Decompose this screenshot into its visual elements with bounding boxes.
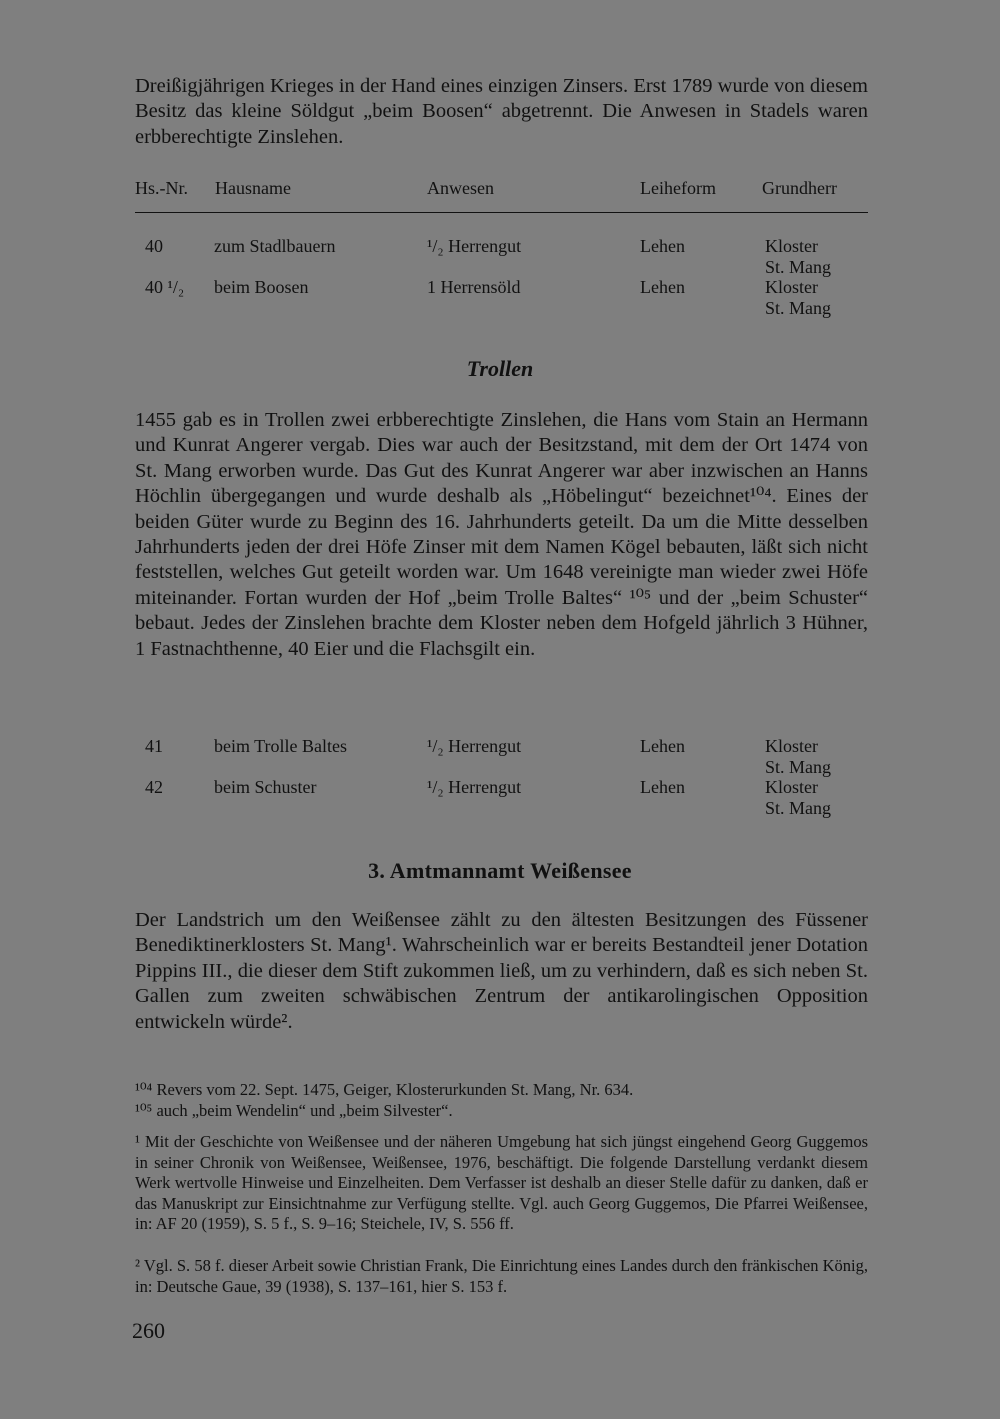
cell-hausname: beim Boosen <box>214 277 309 297</box>
page-number: 260 <box>132 1318 165 1343</box>
footnote-105: ¹⁰⁵ auch „beim Wendelin“ und „beim Silvester“. <box>135 1101 453 1120</box>
header-leiheform: Leiheform <box>640 178 716 198</box>
cell-anwesen: ¹/₂ Herrengut <box>427 777 522 797</box>
cell-nr: 41 <box>145 736 163 756</box>
cell-hausname: beim Schuster <box>214 777 317 797</box>
table-row <box>0 277 1000 319</box>
cell-hausname: zum Stadlbauern <box>214 236 336 256</box>
table-row <box>0 236 1000 278</box>
cell-nr: 40 ¹/₂ <box>145 277 185 297</box>
footnote-104: ¹⁰⁴ Revers vom 22. Sept. 1475, Geiger, Klosterurkunden St. Mang, Nr. 634. <box>135 1080 634 1099</box>
footnote-2: ² Vgl. S. 58 f. dieser Arbeit sowie Christian Frank, Die Einrichtung eines Landes durch den fränkischen König, in: Deutsche Gaue, 39 (1938), S. 137–161, hier S. 153 f. <box>135 1256 868 1296</box>
table-header-rule <box>135 212 868 213</box>
cell-leiheform: Lehen <box>640 736 685 756</box>
cell-grundherr: Kloster St. Mang <box>765 236 832 277</box>
header-anwesen: Anwesen <box>427 178 494 198</box>
cell-grundherr: Kloster St. Mang <box>765 736 832 777</box>
header-hs-nr: Hs.-Nr. <box>135 178 188 198</box>
trollen-heading: Trollen <box>466 356 534 381</box>
section-heading: 3. Amtmannamt Weißensee <box>368 858 632 883</box>
footnote-1: ¹ Mit der Geschichte von Weißensee und der näheren Umgebung hat sich jüngst eingehend Georg Guggemos in seiner Chronik von Weißensee, Weißensee, 1976, beschäftigt. Die folgende Darstellung verdankt diesem Werk wertvolle Hinweise und Einzelheiten. Dem Verfasser ist deshalb an dieser Stelle dafür zu danken, daß er das Manuskript zur Einsichtnahme zur Verfügung stellte. Vgl. auch Georg Guggemos, Die Pfarrei Weißensee, in: AF 20 (1959), S. 5 f., S. 9–16; Steichele, IV, S. 556 ff. <box>135 1132 868 1233</box>
section-paragraph: Der Landstrich um den Weißensee zählt zu den ältesten Besitzungen des Füssener Benediktinerklosters St. Mang¹. Wahrscheinlich war er bereits Bestandteil jener Dotation Pippins III., die dieser dem Stift zukommen ließ, um zu verhindern, daß es sich neben St. Gallen zum zweiten schwäbischen Zentrum der antikarolingischen Opposition entwickeln würde². <box>135 909 868 1033</box>
cell-nr: 42 <box>145 777 163 797</box>
cell-leiheform: Lehen <box>640 777 685 797</box>
cell-leiheform: Lehen <box>640 236 685 256</box>
cell-anwesen: ¹/₂ Herrengut <box>427 736 522 756</box>
intro-paragraph: Dreißigjährigen Krieges in der Hand eines einzigen Zinsers. Erst 1789 wurde von diesem Besitz das kleine Söldgut „beim Boosen“ abgetrennt. Die Anwesen in Stadels waren erbberechtigte Zinslehen. <box>135 75 868 148</box>
cell-leiheform: Lehen <box>640 277 685 297</box>
header-grundherr: Grundherr <box>762 178 837 198</box>
cell-nr: 40 <box>145 236 163 256</box>
table-row <box>0 777 1000 819</box>
cell-anwesen: 1 Herrensöld <box>427 277 521 297</box>
cell-anwesen: ¹/₂ Herrengut <box>427 236 522 256</box>
header-hausname: Hausname <box>215 178 291 198</box>
cell-grundherr: Kloster St. Mang <box>765 277 832 318</box>
cell-hausname: beim Trolle Baltes <box>214 736 348 756</box>
table-header <box>0 178 1000 204</box>
table-row <box>0 736 1000 778</box>
trollen-paragraph: 1455 gab es in Trollen zwei erbberechtigte Zinslehen, die Hans vom Stain an Hermann und Kunrat Angerer vergab. Dies war auch der Besitzstand, mit dem der Ort 1474 von St. Mang erworben wurde. Das Gut des Kunrat Angerer war aber inzwischen an Hanns Höchlin übergegangen und wurde deshalb als „Höbelingut“ bezeichnet¹⁰⁴. Eines der beiden Güter wurde zu Beginn des 16. Jahrhunderts geteilt. Da um die Mitte desselben Jahrhunderts jeden der drei Höfe Zinser mit dem Namen Kögel bebauten, läßt sich nicht feststellen, welches Gut geteilt worden war. Um 1648 vereinigte man wieder zwei Höfe miteinander. Fortan wurden der Hof „beim Trolle Baltes“ ¹⁰⁵ und der „beim Schuster“ bebaut. Jedes der Zinslehen brachte dem Kloster neben dem Hofgeld jährlich 3 Hühner, 1 Fastnachthenne, 40 Eier und die Flachsgilt ein. <box>135 409 868 660</box>
cell-grundherr: Kloster St. Mang <box>765 777 832 818</box>
